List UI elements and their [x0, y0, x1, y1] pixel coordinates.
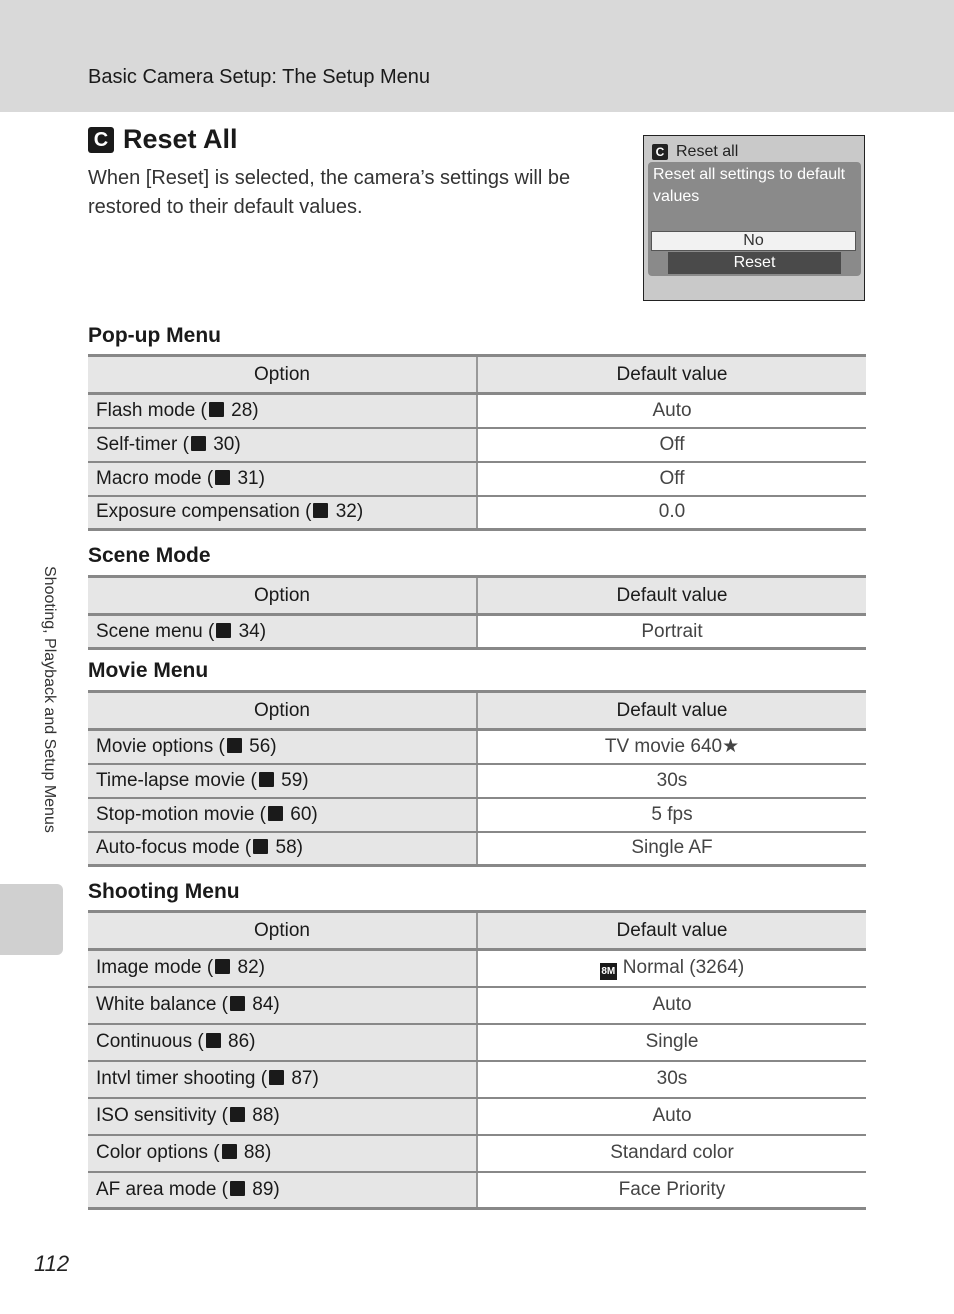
page-reference: 32) [335, 501, 364, 523]
default-value: Auto [477, 1098, 866, 1135]
side-chapter-label [36, 566, 58, 872]
scene-mode-table [88, 575, 866, 650]
option-label: Image mode ( [96, 957, 214, 979]
default-value: Single AF [477, 832, 866, 866]
default-value: TV movie 640★ [477, 730, 866, 764]
table-row [88, 1135, 866, 1172]
option-label: Movie options ( [96, 735, 225, 757]
movie-menu-table [88, 690, 866, 867]
shooting-menu-table [88, 910, 866, 1210]
table-row [88, 950, 866, 987]
page-reference-icon [209, 402, 224, 417]
page-reference-icon [206, 1033, 221, 1048]
page-reference: 88) [243, 1142, 272, 1163]
page-reference: 31) [237, 467, 265, 489]
page-reference: 28) [231, 399, 259, 421]
page-reference: 60) [290, 803, 318, 825]
camera-dialog [648, 162, 861, 276]
default-value: 0.0 [477, 496, 866, 530]
header-band [0, 0, 954, 112]
option-label: Intvl timer shooting ( [96, 1068, 268, 1089]
option-label: Macro mode ( [96, 467, 214, 489]
table-row [88, 987, 866, 1024]
option-cell [88, 1098, 477, 1135]
default-value: Face Priority [477, 1172, 866, 1209]
page-number: 112 [34, 1251, 70, 1276]
option-cell [88, 764, 477, 798]
option-cell [88, 428, 477, 462]
header-title: Basic Camera Setup: The Setup Menu [88, 66, 431, 88]
table-header-row [88, 692, 866, 730]
option-label: Time-lapse movie ( [96, 769, 257, 791]
page-reference-icon [216, 623, 231, 638]
option-cell [88, 987, 477, 1024]
page-reference: 88) [252, 1105, 280, 1126]
page-reference: 82) [237, 957, 265, 979]
option-cell [88, 394, 477, 428]
page-reference: 59) [281, 769, 309, 791]
side-chapter-label-text: Shooting, Playback and Setup Menus [41, 566, 58, 833]
option-label: Flash mode ( [96, 399, 207, 421]
option-cell [88, 496, 477, 530]
camera-option-reset[interactable]: Reset [668, 252, 841, 274]
camera-screen-title: Reset all [676, 143, 739, 160]
page-reference-icon [268, 806, 283, 821]
table-row [88, 462, 866, 496]
page-reference-icon [313, 503, 328, 518]
column-header-option: Option [88, 577, 477, 615]
option-label: Exposure compensation ( [96, 501, 312, 523]
table-row [88, 730, 866, 764]
option-cell [88, 730, 477, 764]
page-reference: 87) [291, 1068, 319, 1089]
page-reference-icon [230, 1181, 245, 1196]
table-row [88, 1098, 866, 1135]
column-header-option: Option [88, 912, 477, 950]
column-header-option: Option [88, 692, 477, 730]
page-reference: 89) [252, 1178, 280, 1200]
column-header-default: Default value [477, 692, 866, 730]
page-reference: 34) [238, 620, 267, 642]
default-value: Single [477, 1024, 866, 1061]
table-row [88, 394, 866, 428]
camera-screen-header [652, 142, 738, 162]
table-row [88, 428, 866, 462]
default-value: Auto [477, 394, 866, 428]
page-reference-icon [215, 470, 230, 485]
camera-screen [643, 135, 865, 301]
option-cell [88, 1172, 477, 1209]
page-reference-icon [269, 1070, 284, 1085]
section-title-popup-menu: Pop-up Menu [88, 324, 221, 347]
option-label: Continuous ( [96, 1031, 204, 1052]
option-cell [88, 1135, 477, 1172]
default-value: 30s [477, 1061, 866, 1098]
table-row [88, 615, 866, 649]
option-label: Stop-motion movie ( [96, 803, 267, 825]
page-title-text: Reset All [123, 124, 238, 154]
default-value: 30s [477, 764, 866, 798]
table-header-row [88, 356, 866, 394]
page-reference-icon [215, 959, 230, 974]
table-header-row [88, 577, 866, 615]
page-reference: 86) [228, 1031, 256, 1052]
default-value: Portrait [477, 615, 866, 649]
default-value: Off [477, 428, 866, 462]
option-label: ISO sensitivity ( [96, 1105, 228, 1126]
default-value-cell [477, 950, 866, 987]
option-label: AF area mode ( [96, 1178, 228, 1200]
column-header-default: Default value [477, 577, 866, 615]
page-reference-icon [227, 738, 242, 753]
page-title [88, 124, 238, 155]
default-value: 5 fps [477, 798, 866, 832]
table-row [88, 798, 866, 832]
default-value: Standard color [477, 1135, 866, 1172]
option-label: White balance ( [96, 994, 229, 1015]
default-value: Off [477, 462, 866, 496]
table-row [88, 1024, 866, 1061]
default-value: Auto [477, 987, 866, 1024]
page-reference-icon [259, 772, 274, 787]
default-value: Normal (3264) [622, 956, 745, 978]
page-reference-icon [230, 996, 245, 1011]
option-cell [88, 1061, 477, 1098]
popup-menu-table [88, 354, 866, 531]
column-header-default: Default value [477, 356, 866, 394]
intro-text: When [Reset] is selected, the camera’s settings will be restored to their default values. [88, 167, 571, 218]
camera-dialog-message: Reset all settings to default values [653, 166, 846, 205]
option-label: Color options ( [96, 1142, 220, 1163]
page-reference-icon [222, 1144, 237, 1159]
page-reference: 56) [249, 735, 277, 757]
page-reference: 58) [275, 837, 303, 859]
table-row [88, 1172, 866, 1209]
column-header-option: Option [88, 356, 477, 394]
section-title-shooting-menu: Shooting Menu [88, 880, 240, 903]
section-title-movie-menu: Movie Menu [88, 659, 209, 682]
table-row [88, 832, 866, 866]
page-reference-icon [191, 436, 206, 451]
option-label: Scene menu ( [96, 620, 215, 642]
option-cell [88, 1024, 477, 1061]
option-cell [88, 950, 477, 987]
page-reference-icon [253, 839, 268, 854]
table-row [88, 496, 866, 530]
option-label: Self-timer ( [96, 433, 189, 455]
column-header-default: Default value [477, 912, 866, 950]
setup-c-icon: C [88, 127, 114, 153]
table-row [88, 1061, 866, 1098]
setup-c-icon: C [652, 144, 668, 160]
page-reference-icon [230, 1107, 245, 1122]
option-cell [88, 462, 477, 496]
camera-option-no[interactable]: No [651, 231, 856, 251]
option-cell [88, 832, 477, 866]
chapter-tab [0, 884, 63, 955]
table-row [88, 764, 866, 798]
section-title-scene-mode: Scene Mode [88, 544, 211, 567]
option-label: Auto-focus mode ( [96, 837, 252, 859]
image-mode-8m-icon: 8M [600, 963, 617, 980]
page-reference: 30) [213, 433, 241, 455]
option-cell [88, 615, 477, 649]
option-cell [88, 798, 477, 832]
table-header-row [88, 912, 866, 950]
page-reference: 84) [252, 994, 280, 1015]
